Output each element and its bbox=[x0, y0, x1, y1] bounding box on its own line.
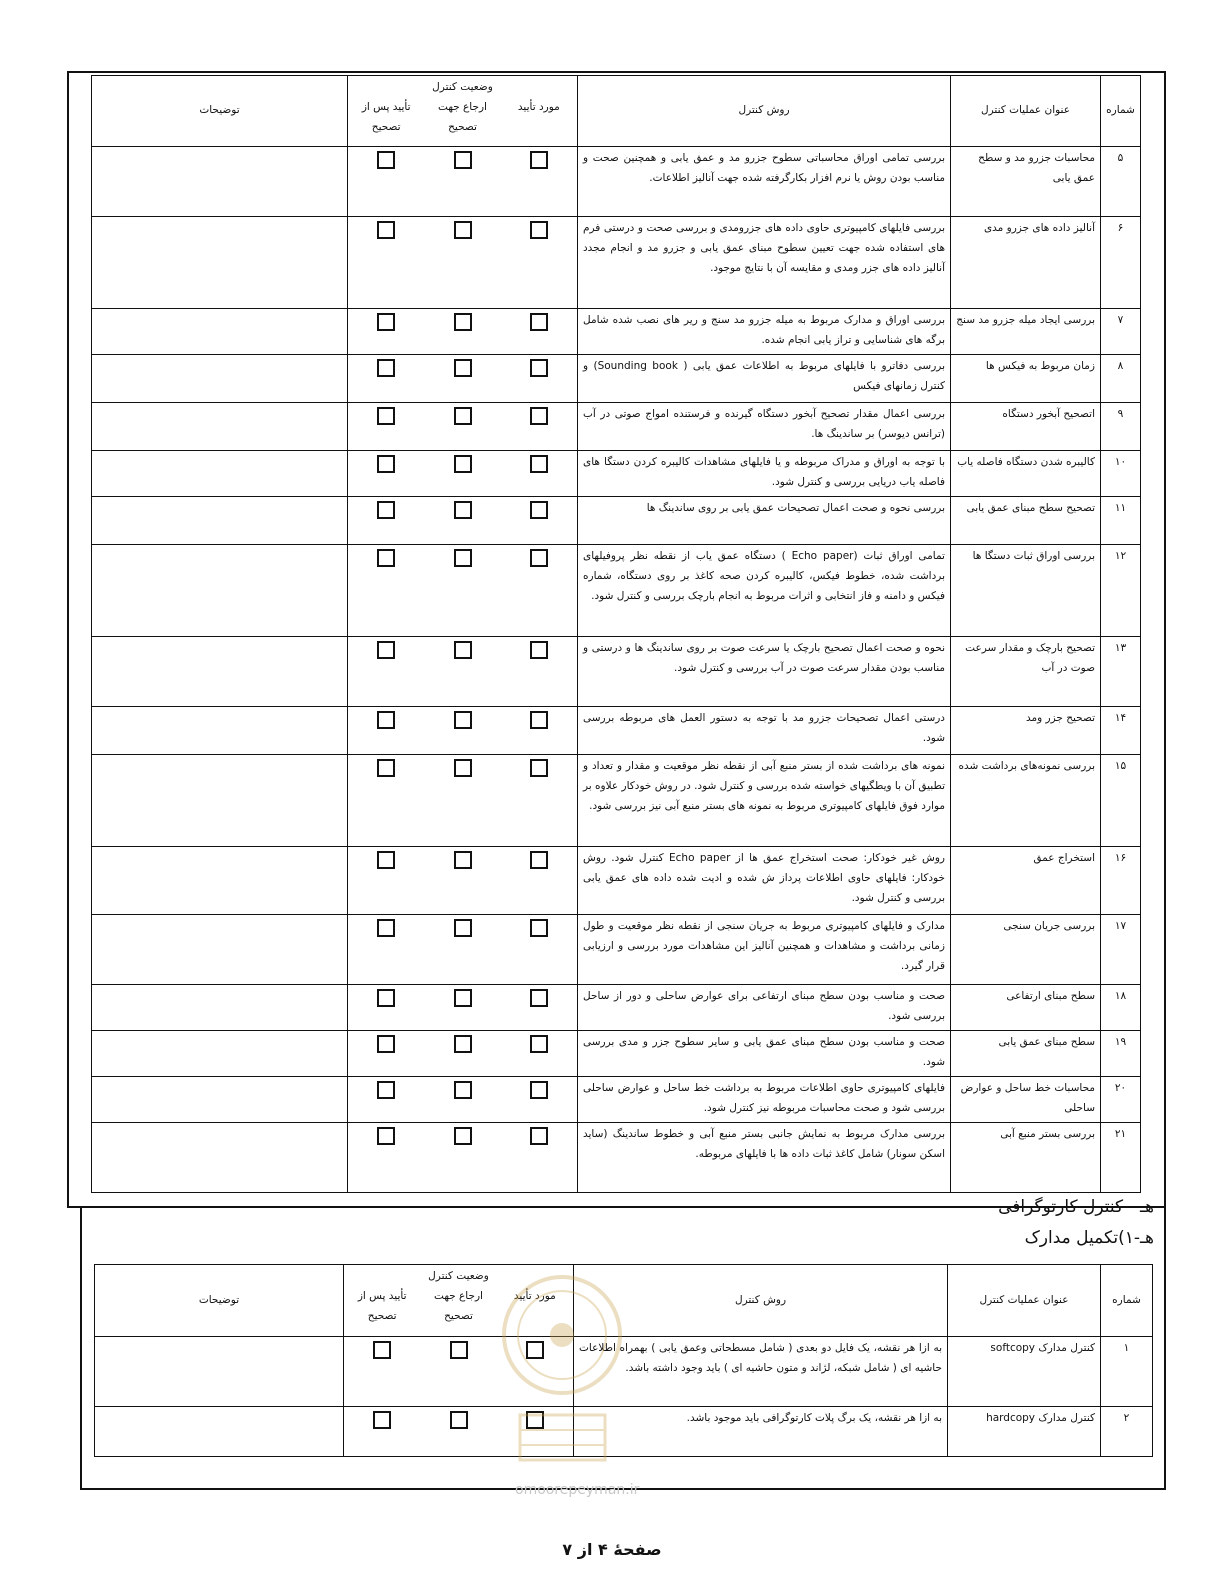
return-checkbox[interactable] bbox=[454, 989, 472, 1007]
approved-after-checkbox[interactable] bbox=[377, 641, 395, 659]
header-status-approved: مورد تأیید bbox=[517, 101, 560, 113]
row-method: فایلهای کامپیوتری حاوی اطلاعات مربوط به برداشت خط ساحل و عوارض ساحلی بررسی شود و صحت محاسبات مربوطه نیز کنترل شود. bbox=[578, 1077, 951, 1123]
table-row bbox=[92, 497, 1141, 545]
row-number: ۲۱ bbox=[1101, 1123, 1141, 1193]
return-checkbox[interactable] bbox=[454, 151, 472, 169]
approved-checkbox[interactable] bbox=[530, 501, 548, 519]
row-method: درستی اعمال تصحیحات جزرو مد با توجه به دستور العمل های مربوطه بررسی شود. bbox=[578, 707, 951, 755]
row-status bbox=[348, 309, 578, 355]
approved-checkbox[interactable] bbox=[530, 919, 548, 937]
row-notes[interactable] bbox=[92, 985, 348, 1031]
return-checkbox[interactable] bbox=[454, 501, 472, 519]
return-checkbox[interactable] bbox=[454, 359, 472, 377]
return-checkbox[interactable] bbox=[454, 919, 472, 937]
table-row bbox=[92, 1123, 1141, 1193]
row-title: آنالیز داده های جزرو مدی bbox=[951, 217, 1101, 309]
header-number: شماره bbox=[1101, 76, 1141, 147]
row-status bbox=[348, 147, 578, 217]
row-number: ۱۶ bbox=[1101, 847, 1141, 915]
row-number: ۷ bbox=[1101, 309, 1141, 355]
row-title: بررسی بستر منبع آبی bbox=[951, 1123, 1101, 1193]
approved-after-checkbox[interactable] bbox=[377, 359, 395, 377]
approved-checkbox[interactable] bbox=[530, 989, 548, 1007]
row-method: صحت و مناسب بودن سطح مبنای عمق یابی و سایر سطوح جزر و مدی بررسی شود. bbox=[578, 1031, 951, 1077]
row-title: سطح مبنای ارتفاعی bbox=[951, 985, 1101, 1031]
row-status bbox=[348, 707, 578, 755]
section-title-documents: هـ-۱)تکمیل مدارک bbox=[1024, 1228, 1154, 1248]
return-checkbox[interactable] bbox=[454, 313, 472, 331]
return-checkbox[interactable] bbox=[454, 759, 472, 777]
row-status bbox=[348, 637, 578, 707]
header-status bbox=[348, 76, 578, 147]
row-title: محاسبات خط ساحل و عوارض ساحلی bbox=[951, 1077, 1101, 1123]
row-number: ۱۲ bbox=[1101, 545, 1141, 637]
watermark-logo bbox=[490, 1265, 635, 1490]
approved-after-checkbox[interactable] bbox=[373, 1411, 391, 1429]
row-method: صحت و مناسب بودن سطح مبنای ارتفاعی برای عوارض ساحلی و دور از ساحل بررسی شود. bbox=[578, 985, 951, 1031]
row-method: روش غیر خودکار: صحت استخراج عمق ها از Echo paper کنترل شود. روش خودکار: فایلهای حاوی اطلاعات پرداز ش شده و ادیت شده داده های عمق یابی بررسی و کنترل شود. bbox=[578, 847, 951, 915]
row-method: بررسی تمامی اوراق محاسباتی سطوح جزرو مد و عمق یابی و همچنین صحت و مناسب بودن روش یا نرم افزار بکارگرفته شده جهت آنالیز اطلاعات. bbox=[578, 147, 951, 217]
approved-checkbox[interactable] bbox=[530, 641, 548, 659]
row-method: نحوه و صحت اعمال تصحیح بارچک یا سرعت صوت بر روی ساندینگ ها و درستی و مناسب بودن مقدار سرعت صوت در آب بررسی و کنترل شود. bbox=[578, 637, 951, 707]
row-notes[interactable] bbox=[92, 637, 348, 707]
table-row bbox=[92, 309, 1141, 355]
approved-after-checkbox[interactable] bbox=[377, 711, 395, 729]
row-number: ۱۴ bbox=[1101, 707, 1141, 755]
row-title: اتصحیح آبخور دستگاه bbox=[951, 403, 1101, 451]
row-notes[interactable] bbox=[95, 1407, 344, 1457]
return-checkbox[interactable] bbox=[450, 1341, 468, 1359]
row-method: بررسی نحوه و صحت اعمال تصحیحات عمق یابی بر روی ساندینگ ها bbox=[578, 497, 951, 545]
header-status-return: ارجاع جهت تصحیح bbox=[438, 101, 487, 133]
row-notes[interactable] bbox=[92, 451, 348, 497]
row-number: ۲۰ bbox=[1101, 1077, 1141, 1123]
table-row bbox=[92, 847, 1141, 915]
row-title: سطح مبنای عمق یابی bbox=[951, 1031, 1101, 1077]
approved-checkbox[interactable] bbox=[530, 1035, 548, 1053]
row-notes[interactable] bbox=[92, 217, 348, 309]
watermark-text: omoorepeyman.ir bbox=[515, 1482, 640, 1498]
row-method: تمامی اوراق ثبات (Echo paper ) دستگاه عمق یاب از نقطه نظر پروفیلهای برداشت شده، خطوط فیکس، کالیبره کردن صحه کاغذ بر روی دستگاه، شماره فیکس و دامنه و فاز انتخابی و اثرات مربوط به انجام بارچک بررسی و کنترل شود. bbox=[578, 545, 951, 637]
header-status-return: ارجاع جهت تصحیح bbox=[434, 1290, 483, 1322]
row-title: کالیبره شدن دستگاه فاصله یاب bbox=[951, 451, 1101, 497]
return-checkbox[interactable] bbox=[454, 711, 472, 729]
approved-checkbox[interactable] bbox=[530, 455, 548, 473]
return-checkbox[interactable] bbox=[454, 1035, 472, 1053]
row-status bbox=[348, 451, 578, 497]
approved-checkbox[interactable] bbox=[530, 851, 548, 869]
table-row bbox=[92, 755, 1141, 847]
return-checkbox[interactable] bbox=[454, 1127, 472, 1145]
row-number: ۹ bbox=[1101, 403, 1141, 451]
return-checkbox[interactable] bbox=[454, 221, 472, 239]
row-method: با توجه به اوراق و مدراک مربوطه و یا فایلهای مشاهدات کالیبره کردن دستگا های فاصله یاب دریایی بررسی و کنترل شود. bbox=[578, 451, 951, 497]
row-method: بررسی اعمال مقدار تصحیح آبخور دستگاه گیرنده و فرستنده امواج صوتی در آب (ترانس دیوسر) بر ساندینگ ها. bbox=[578, 403, 951, 451]
table-row bbox=[92, 637, 1141, 707]
row-title: بررسی اوراق ثبات دستگا ها bbox=[951, 545, 1101, 637]
approved-after-checkbox[interactable] bbox=[377, 313, 395, 331]
approved-after-checkbox[interactable] bbox=[377, 851, 395, 869]
approved-checkbox[interactable] bbox=[530, 221, 548, 239]
approved-after-checkbox[interactable] bbox=[377, 151, 395, 169]
row-number: ۱۹ bbox=[1101, 1031, 1141, 1077]
approved-after-checkbox[interactable] bbox=[377, 1127, 395, 1145]
row-title: زمان مربوط به فیکس ها bbox=[951, 355, 1101, 403]
page-number: صفحهٔ ۴ از ۷ bbox=[562, 1540, 662, 1559]
row-title: استخراج عمق bbox=[951, 847, 1101, 915]
return-checkbox[interactable] bbox=[454, 407, 472, 425]
row-notes[interactable] bbox=[92, 545, 348, 637]
row-number: ۸ bbox=[1101, 355, 1141, 403]
table-row bbox=[92, 915, 1141, 985]
row-notes[interactable] bbox=[92, 1077, 348, 1123]
table-row bbox=[92, 707, 1141, 755]
table1-body bbox=[92, 147, 1141, 1193]
approved-checkbox[interactable] bbox=[530, 359, 548, 377]
approved-after-checkbox[interactable] bbox=[377, 407, 395, 425]
row-method: بررسی دفاترو با فایلهای مربوط به اطلاعات عمق یابی ( Sounding book) و کنترل زمانهای فیکس bbox=[578, 355, 951, 403]
row-number: ۱۳ bbox=[1101, 637, 1141, 707]
row-notes[interactable] bbox=[92, 707, 348, 755]
row-status bbox=[348, 847, 578, 915]
header-notes: توضیحات bbox=[95, 1265, 344, 1337]
return-checkbox[interactable] bbox=[454, 641, 472, 659]
row-number: ۲ bbox=[1101, 1407, 1153, 1457]
return-checkbox[interactable] bbox=[454, 851, 472, 869]
row-notes[interactable] bbox=[92, 847, 348, 915]
row-notes[interactable] bbox=[95, 1337, 344, 1407]
header-number: شماره bbox=[1101, 1265, 1153, 1337]
control-table-hydrography bbox=[91, 75, 1141, 1193]
approved-checkbox[interactable] bbox=[530, 759, 548, 777]
row-notes[interactable] bbox=[92, 355, 348, 403]
header-status-approved: مورد تأیید bbox=[513, 1290, 556, 1302]
approved-after-checkbox[interactable] bbox=[377, 759, 395, 777]
header-status-approved-after: تأیید پس از تصحیح bbox=[357, 1290, 407, 1322]
table-row bbox=[92, 545, 1141, 637]
row-status bbox=[348, 217, 578, 309]
approved-after-checkbox[interactable] bbox=[377, 919, 395, 937]
row-status bbox=[348, 1123, 578, 1193]
row-status bbox=[348, 915, 578, 985]
row-status bbox=[348, 1077, 578, 1123]
row-method: به ازا هر نقشه، یک برگ پلات کارتوگرافی باید موجود باشد. bbox=[574, 1407, 948, 1457]
row-status bbox=[348, 355, 578, 403]
approved-checkbox[interactable] bbox=[530, 313, 548, 331]
row-notes[interactable] bbox=[92, 403, 348, 451]
approved-after-checkbox[interactable] bbox=[377, 501, 395, 519]
row-notes[interactable] bbox=[92, 147, 348, 217]
approved-checkbox[interactable] bbox=[530, 151, 548, 169]
row-status bbox=[348, 497, 578, 545]
approved-after-checkbox[interactable] bbox=[377, 549, 395, 567]
approved-after-checkbox[interactable] bbox=[373, 1341, 391, 1359]
table-row bbox=[92, 403, 1141, 451]
approved-after-checkbox[interactable] bbox=[377, 989, 395, 1007]
table-row bbox=[92, 217, 1141, 309]
row-title: کنترل مدارک softcopy bbox=[948, 1337, 1101, 1407]
row-title: بررسی جریان سنجی bbox=[951, 915, 1101, 985]
table-row bbox=[92, 451, 1141, 497]
approved-checkbox[interactable] bbox=[530, 407, 548, 425]
approved-checkbox[interactable] bbox=[530, 1081, 548, 1099]
return-checkbox[interactable] bbox=[454, 549, 472, 567]
row-status bbox=[348, 1031, 578, 1077]
row-title: محاسبات جزرو مد و سطح عمق یابی bbox=[951, 147, 1101, 217]
approved-checkbox[interactable] bbox=[530, 711, 548, 729]
approved-checkbox[interactable] bbox=[530, 549, 548, 567]
header-title: عنوان عملیات کنترل bbox=[951, 76, 1101, 147]
row-notes[interactable] bbox=[92, 755, 348, 847]
row-number: ۱۰ bbox=[1101, 451, 1141, 497]
row-notes[interactable] bbox=[92, 309, 348, 355]
approved-after-checkbox[interactable] bbox=[377, 455, 395, 473]
row-notes[interactable] bbox=[92, 915, 348, 985]
table-row bbox=[92, 985, 1141, 1031]
header-status-label: وضعیت کنترل bbox=[432, 81, 493, 93]
header-notes: توضیحات bbox=[92, 76, 348, 147]
row-notes[interactable] bbox=[92, 1123, 348, 1193]
approved-checkbox[interactable] bbox=[530, 1127, 548, 1145]
section-title-cartography: هـ - کنترل کارتوگرافی bbox=[998, 1197, 1154, 1217]
row-number: ۱۱ bbox=[1101, 497, 1141, 545]
row-title: کنترل مدارک hardcopy bbox=[948, 1407, 1101, 1457]
row-notes[interactable] bbox=[92, 1031, 348, 1077]
row-status bbox=[348, 545, 578, 637]
row-number: ۶ bbox=[1101, 217, 1141, 309]
row-method: مدارک و فایلهای کامپیوتری مربوط به جریان سنجی از نقطه نظر موقعیت و طول زمانی برداشت و مشاهدات و همچنین آنالیز این مشاهدات مورد بررسی و ارزیابی قرار گیرد. bbox=[578, 915, 951, 985]
row-method: بررسی مدارک مربوط به نمایش جانبی بستر منبع آبی و خطوط ساندینگ (ساید اسکن سونار) شامل کاغذ ثبات داده ها با فایلهای مربوطه. bbox=[578, 1123, 951, 1193]
approved-after-checkbox[interactable] bbox=[377, 1035, 395, 1053]
row-number: ۱۷ bbox=[1101, 915, 1141, 985]
table-row bbox=[92, 1077, 1141, 1123]
row-title: تصحیح جزر ومد bbox=[951, 707, 1101, 755]
row-number: ۱ bbox=[1101, 1337, 1153, 1407]
row-method: بررسی فایلهای کامپیوتری حاوی داده های جزرومدی و بررسی صحت و درستی فرم های استفاده شده جهت تعیین سطوح مبنای عمق یابی و جزرو مد و انجام مجدد آنالیز داده های جزر ومدی و مقایسه آن با نتایج موجود. bbox=[578, 217, 951, 309]
table-row bbox=[92, 1031, 1141, 1077]
row-status bbox=[348, 403, 578, 451]
row-number: ۵ bbox=[1101, 147, 1141, 217]
header-method: روش کنترل bbox=[578, 76, 951, 147]
row-title: بررسی ایجاد میله جزرو مد سنج bbox=[951, 309, 1101, 355]
row-notes[interactable] bbox=[92, 497, 348, 545]
table-row bbox=[92, 355, 1141, 403]
approved-after-checkbox[interactable] bbox=[377, 221, 395, 239]
row-method: بررسی اوراق و مدارک مربوط به میله جزرو مد سنج و ریر های نصب شده شامل برگه های شناسایی و تراز یابی انجام شده. bbox=[578, 309, 951, 355]
row-method: به ازا هر نقشه، یک فایل دو بعدی ( شامل مسطحاتی وعمق یابی ) بهمراه اطلاعات حاشیه ای ( شامل شبکه، لژاند و متون حاشیه ای ) باید وجود داشته باشد. bbox=[574, 1337, 948, 1407]
return-checkbox[interactable] bbox=[450, 1411, 468, 1429]
row-method: نمونه های برداشت شده از بستر منبع آبی از نقطه نظر موقعیت و مقدار و تعداد و تطبیق آن با ویطگیهای خواسته شده بررسی و کنترل شود. در روش خودکار علاوه بر موارد فوق فایلهای کامپیوتری مربوط به نمونه های بستر منبع آبی نیز بررسی شود. bbox=[578, 755, 951, 847]
row-status bbox=[348, 985, 578, 1031]
row-title: تصحیح سطح مبنای عمق یابی bbox=[951, 497, 1101, 545]
row-title: تصحیح بارچک و مقدار سرعت صوت در آب bbox=[951, 637, 1101, 707]
row-status bbox=[348, 755, 578, 847]
return-checkbox[interactable] bbox=[454, 1081, 472, 1099]
return-checkbox[interactable] bbox=[454, 455, 472, 473]
row-title: بررسی نمونه‌های برداشت شده bbox=[951, 755, 1101, 847]
header-title: عنوان عملیات کنترل bbox=[948, 1265, 1101, 1337]
row-number: ۱۵ bbox=[1101, 755, 1141, 847]
header-method: روش کنترل bbox=[574, 1265, 948, 1337]
table-row bbox=[92, 147, 1141, 217]
row-number: ۱۸ bbox=[1101, 985, 1141, 1031]
header-status-label: وضعیت کنترل bbox=[428, 1270, 489, 1282]
header-status-approved-after: تأیید پس از تصحیح bbox=[361, 101, 411, 133]
approved-after-checkbox[interactable] bbox=[377, 1081, 395, 1099]
